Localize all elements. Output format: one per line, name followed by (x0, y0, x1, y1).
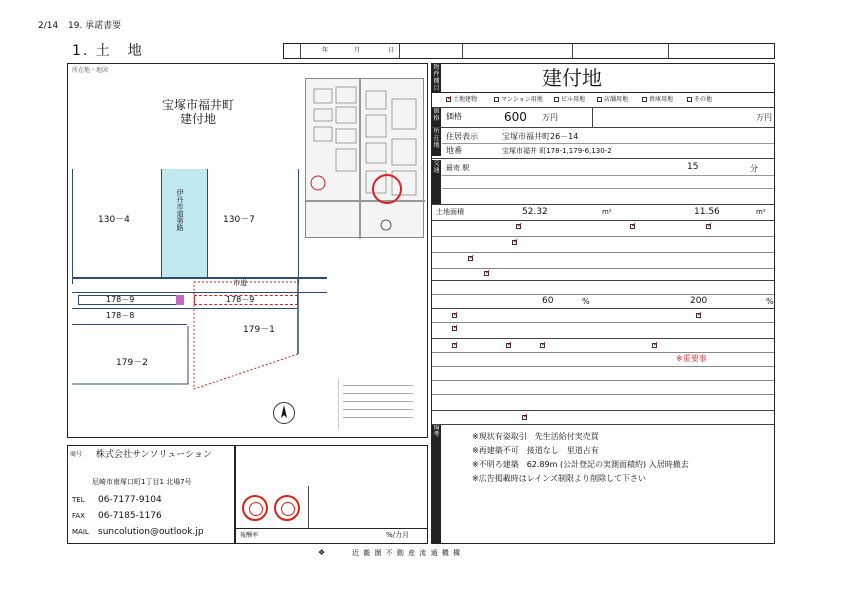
remark-line-1: ※現状有姿取引 先生活給付実売買 (472, 432, 599, 441)
plot-label-3: 178－9 (106, 295, 135, 304)
inset-map (305, 78, 424, 238)
side-header-remarks: 備考 (432, 424, 441, 544)
road-label: 市道 (233, 279, 247, 287)
plot-label-2: 130－7 (223, 215, 255, 225)
check-row6[interactable] (452, 326, 457, 331)
day-label: 日 (388, 47, 395, 54)
check-row7b[interactable] (506, 343, 511, 348)
category-check-5[interactable] (642, 97, 647, 102)
check-row1b[interactable] (516, 224, 521, 229)
company-mail: suncolution@outlook.jp (98, 527, 204, 537)
license-box (235, 445, 428, 544)
check-row2[interactable] (512, 240, 517, 245)
footer-mark-icon: ❖ (318, 548, 326, 557)
check-row5b[interactable] (696, 313, 701, 318)
fee-value: %/力月 (386, 531, 410, 539)
side-header-type: 物件種目 (433, 64, 440, 92)
seal-stamp-1 (242, 495, 268, 521)
section-title: 1. 土 地 (72, 43, 144, 59)
check-row3[interactable] (468, 256, 473, 261)
plot-label-5: 178－8 (106, 311, 135, 320)
station-label: 最寄 駅 (446, 164, 470, 172)
remark-line-4: ※広告掲載時はレインズ制限より削除して下さい (472, 474, 647, 483)
category-option-3: ビル用地 (561, 96, 586, 103)
category-check-1[interactable] (446, 97, 451, 102)
top-header-strip (283, 43, 775, 59)
category-check-6[interactable] (687, 97, 692, 102)
category-option-4: 店舗用地 (604, 96, 629, 103)
far-unit: % (766, 297, 774, 306)
category-check-3[interactable] (554, 97, 559, 102)
lot-label: 地番 (446, 146, 462, 155)
address-label: 住居表示 (446, 132, 478, 141)
check-row1c[interactable] (706, 224, 711, 229)
plot-label-6: 179－1 (243, 325, 275, 335)
land-area-unit: m² (602, 208, 612, 216)
side-header-price: 価格 (432, 108, 441, 128)
month-label: 月 (354, 47, 361, 54)
map-caption: 宝塚市福井町 建付地 (161, 98, 234, 126)
address-value: 宝塚市福井町26－14 (502, 132, 579, 141)
road-label-vertical: 伊丹市道第路 (176, 189, 184, 231)
year-label: 年 (322, 47, 329, 54)
notes-area (338, 379, 419, 429)
company-name: 株式会社サンソリューション (96, 450, 212, 460)
seal-stamp-2 (274, 495, 300, 521)
land-area-value: 52.32 (522, 207, 548, 217)
land-area-label: 土地面積 (436, 208, 464, 216)
company-box (67, 445, 235, 544)
remark-line-3: ※不明ろ建築 62.89m (公計登記の実測面積約) 入居時撤去 (472, 460, 689, 469)
check-row1[interactable] (630, 224, 635, 229)
price-value: 600 (504, 110, 527, 124)
check-row7c[interactable] (540, 343, 545, 348)
remarks-block (472, 430, 689, 486)
walk-unit: 分 (750, 164, 758, 173)
header-title: 19. 承諾書要 (68, 21, 122, 31)
plot-label-4: 178－9 (226, 295, 255, 304)
property-title: 建付地 (542, 66, 602, 90)
category-option-1: 土地建物 (453, 96, 478, 103)
property-sheet (431, 63, 775, 544)
side-header-location: 所在地 (432, 128, 441, 156)
fee-label: 報酬率 (240, 532, 259, 539)
check-row7d[interactable] (652, 343, 657, 348)
lot-value: 宝塚市福井 町178-1,179-6,130-2 (502, 147, 612, 155)
map-panel (67, 63, 428, 438)
category-check-2[interactable] (494, 97, 499, 102)
tel-label: TEL (72, 496, 85, 504)
category-option-5: 倉庫用地 (649, 96, 674, 103)
header-date: 2/14 (38, 21, 59, 31)
price-label: 価格 (446, 112, 462, 121)
fax-label: FAX (72, 512, 85, 520)
company-fax: 06-7185-1176 (98, 511, 162, 521)
building-area-unit: m² (756, 208, 766, 216)
mail-label: MAIL (72, 528, 89, 536)
company-label: 商号 (70, 451, 83, 458)
side-header-traffic: 交通 (432, 160, 441, 204)
check-row4[interactable] (484, 271, 489, 276)
north-arrow-icon (273, 402, 295, 424)
red-note: ※重要事 (676, 354, 707, 363)
price-unit: 万円 (542, 113, 558, 122)
map-panel-label: 所在地・地図 (72, 67, 109, 74)
company-tel: 06-7177-9104 (98, 495, 162, 505)
check-row7[interactable] (452, 343, 457, 348)
category-option-6: その他 (694, 96, 713, 103)
remark-line-2: ※再建築不可 接道なし 里道占有 (472, 446, 599, 455)
check-row8[interactable] (522, 415, 527, 420)
category-check-4[interactable] (597, 97, 602, 102)
company-address: 尼崎市南塚口町1丁目1 北場7号 (92, 478, 192, 486)
coverage-value: 60 (542, 296, 554, 306)
far-value: 200 (690, 296, 708, 306)
check-row5[interactable] (452, 313, 457, 318)
walk-minutes: 15 (687, 162, 699, 172)
footer-publisher: 近 畿 圏 不 動 産 流 通 機 構 (352, 549, 462, 557)
price-unit-2: 万円 (756, 113, 772, 122)
building-area-value: 11.56 (694, 207, 720, 217)
plot-label-7: 179－2 (116, 358, 148, 368)
coverage-unit: % (582, 297, 590, 306)
category-option-2: マンション用地 (501, 96, 543, 103)
plot-label-1: 130－4 (98, 215, 130, 225)
